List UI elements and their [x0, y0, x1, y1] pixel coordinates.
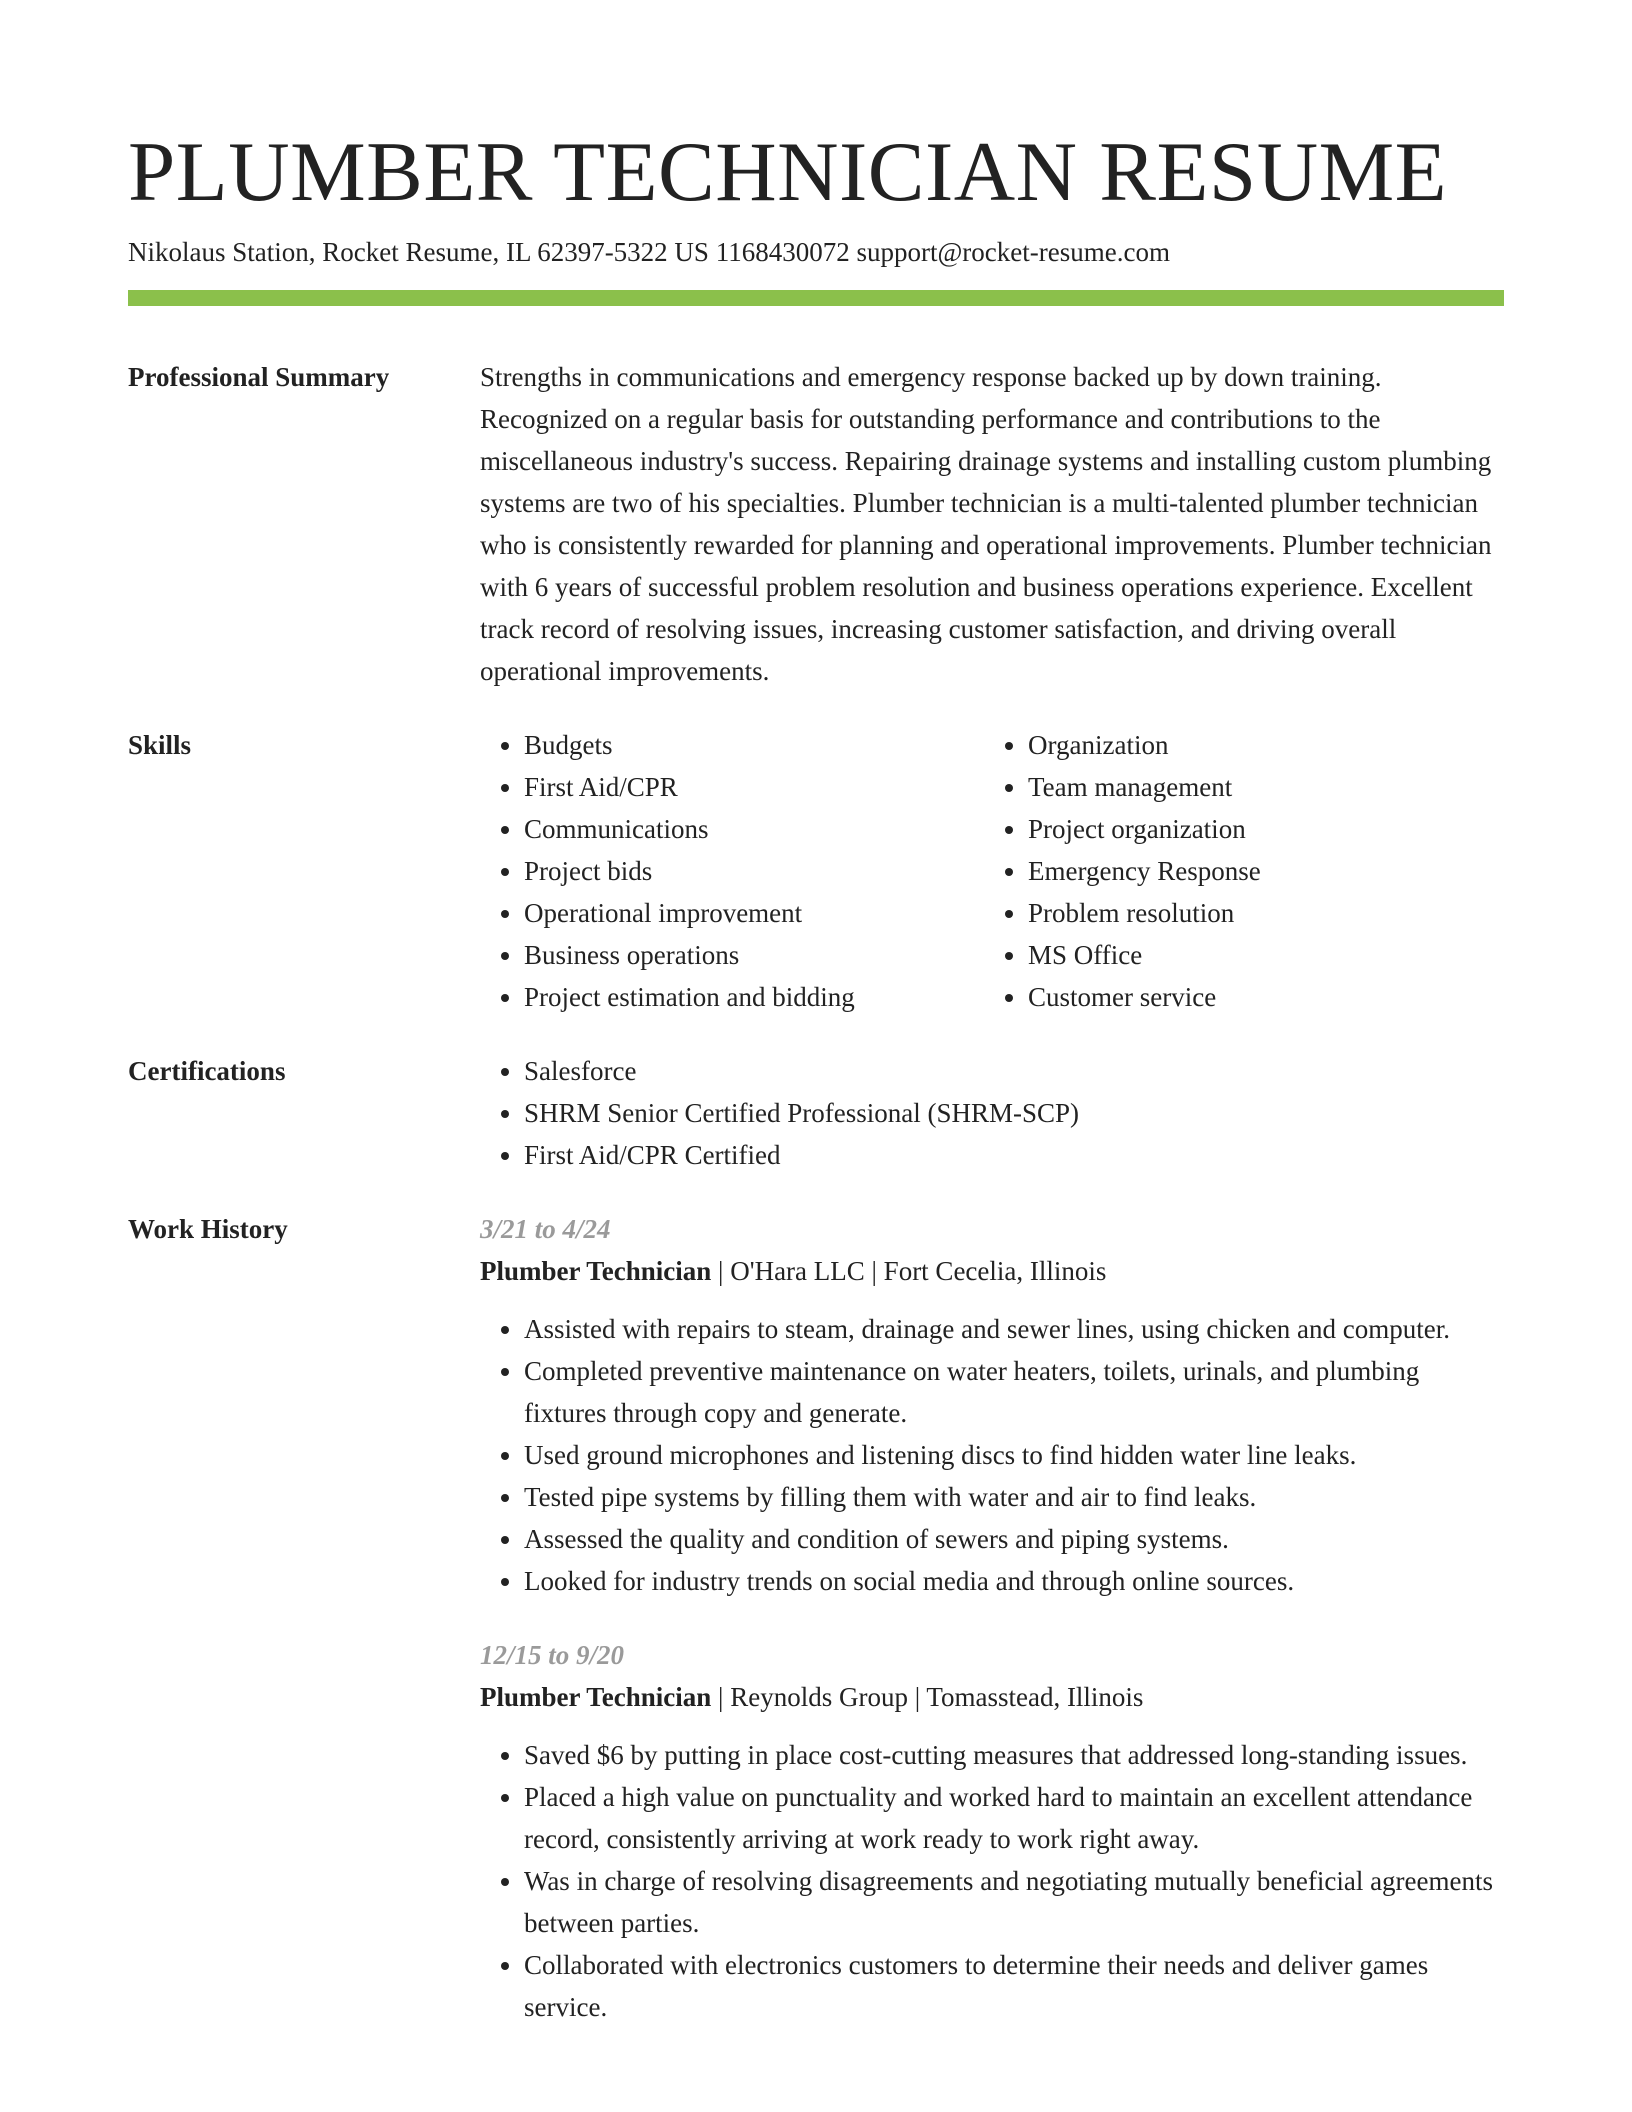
resume-page: [128, 0, 1504, 2028]
job-employer-location: | Reynolds Group | Tomasstead, Illinois: [711, 1682, 1144, 1712]
job-dates: 3/21 to 4/24: [480, 1214, 611, 1244]
job-bullet: • Tested pipe systems by filling them with water and air to find leaks.: [524, 1476, 1504, 1518]
skill-item: • Operational improvement: [524, 892, 984, 934]
summary-label: Professional Summary: [128, 362, 390, 392]
contact-info: Nikolaus Station, Rocket Resume, IL 62397-5322 US 1168430072 support@rocket-resume.com: [128, 237, 1170, 267]
job-title: Plumber Technician: [480, 1256, 712, 1286]
work-history-section: [128, 1208, 1504, 2028]
work-history-label: Work History: [128, 1214, 288, 1244]
job-title: Plumber Technician: [480, 1682, 712, 1712]
skills-label: Skills: [128, 730, 192, 760]
certification-item: • First Aid/CPR Certified: [524, 1134, 1504, 1176]
job-entry: [480, 1634, 1504, 2028]
skill-item: • Business operations: [524, 934, 984, 976]
summary-text: Strengths in communications and emergency response backed up by down training. Recognized on a regular basis for outstanding performance and contributions to the miscellaneous industry's success. Repairing drainage systems and installing custom plumbing systems are two of his specialties. Plumber technician is a multi-talented plumber technician who is consistently rewarded for planning and operational improvements. Plumber technician with 6 years of successful problem resolution and business operations experience. Excellent track record of resolving issues, increasing customer satisfaction, and driving overall operational improvements.: [480, 362, 1492, 686]
job-bullet: • Assisted with repairs to steam, drainage and sewer lines, using chicken and computer.: [524, 1308, 1504, 1350]
job-header: [480, 1676, 1504, 1718]
certification-item: • SHRM Senior Certified Professional (SHRM-SCP): [524, 1092, 1504, 1134]
certifications-label: Certifications: [128, 1056, 286, 1086]
skill-item: • First Aid/CPR: [524, 766, 984, 808]
job-employer-location: | O'Hara LLC | Fort Cecelia, Illinois: [711, 1256, 1107, 1286]
skills-column-right: [984, 724, 1488, 1018]
job-header: [480, 1250, 1504, 1292]
job-entry: [480, 1208, 1504, 1602]
job-bullet: • Collaborated with electronics customers to determine their needs and deliver games service.: [524, 1944, 1504, 2028]
job-bullet: • Placed a high value on punctuality and worked hard to maintain an excellent attendance record, consistently arriving at work ready to work right away.: [524, 1776, 1504, 1860]
skill-item: • Emergency Response: [1028, 850, 1488, 892]
job-dates: 12/15 to 9/20: [480, 1640, 625, 1670]
skill-item: • MS Office: [1028, 934, 1488, 976]
job-bullet: • Used ground microphones and listening discs to find hidden water line leaks.: [524, 1434, 1504, 1476]
skill-item: • Project estimation and bidding: [524, 976, 984, 1018]
job-bullet: • Looked for industry trends on social media and through online sources.: [524, 1560, 1504, 1602]
skill-item: • Customer service: [1028, 976, 1488, 1018]
accent-divider: [128, 290, 1504, 306]
skills-section: [128, 724, 1504, 1018]
job-bullet: • Completed preventive maintenance on water heaters, toilets, urinals, and plumbing fixtures through copy and generate.: [524, 1350, 1504, 1434]
summary-section: [128, 356, 1504, 692]
skills-column-left: [480, 724, 984, 1018]
job-bullet: • Assessed the quality and condition of sewers and piping systems.: [524, 1518, 1504, 1560]
skill-item: • Communications: [524, 808, 984, 850]
skill-item: • Team management: [1028, 766, 1488, 808]
skill-item: • Budgets: [524, 724, 984, 766]
skill-item: • Problem resolution: [1028, 892, 1488, 934]
skill-item: • Organization: [1028, 724, 1488, 766]
job-bullet: • Saved $6 by putting in place cost-cutting measures that addressed long-standing issues.: [524, 1734, 1504, 1776]
resume-title: PLUMBER TECHNICIAN RESUME: [128, 125, 1448, 219]
certification-item: • Salesforce: [524, 1050, 1504, 1092]
skill-item: • Project bids: [524, 850, 984, 892]
job-bullet: • Was in charge of resolving disagreements and negotiating mutually beneficial agreements between parties.: [524, 1860, 1504, 1944]
skill-item: • Project organization: [1028, 808, 1488, 850]
certifications-section: [128, 1050, 1504, 1176]
